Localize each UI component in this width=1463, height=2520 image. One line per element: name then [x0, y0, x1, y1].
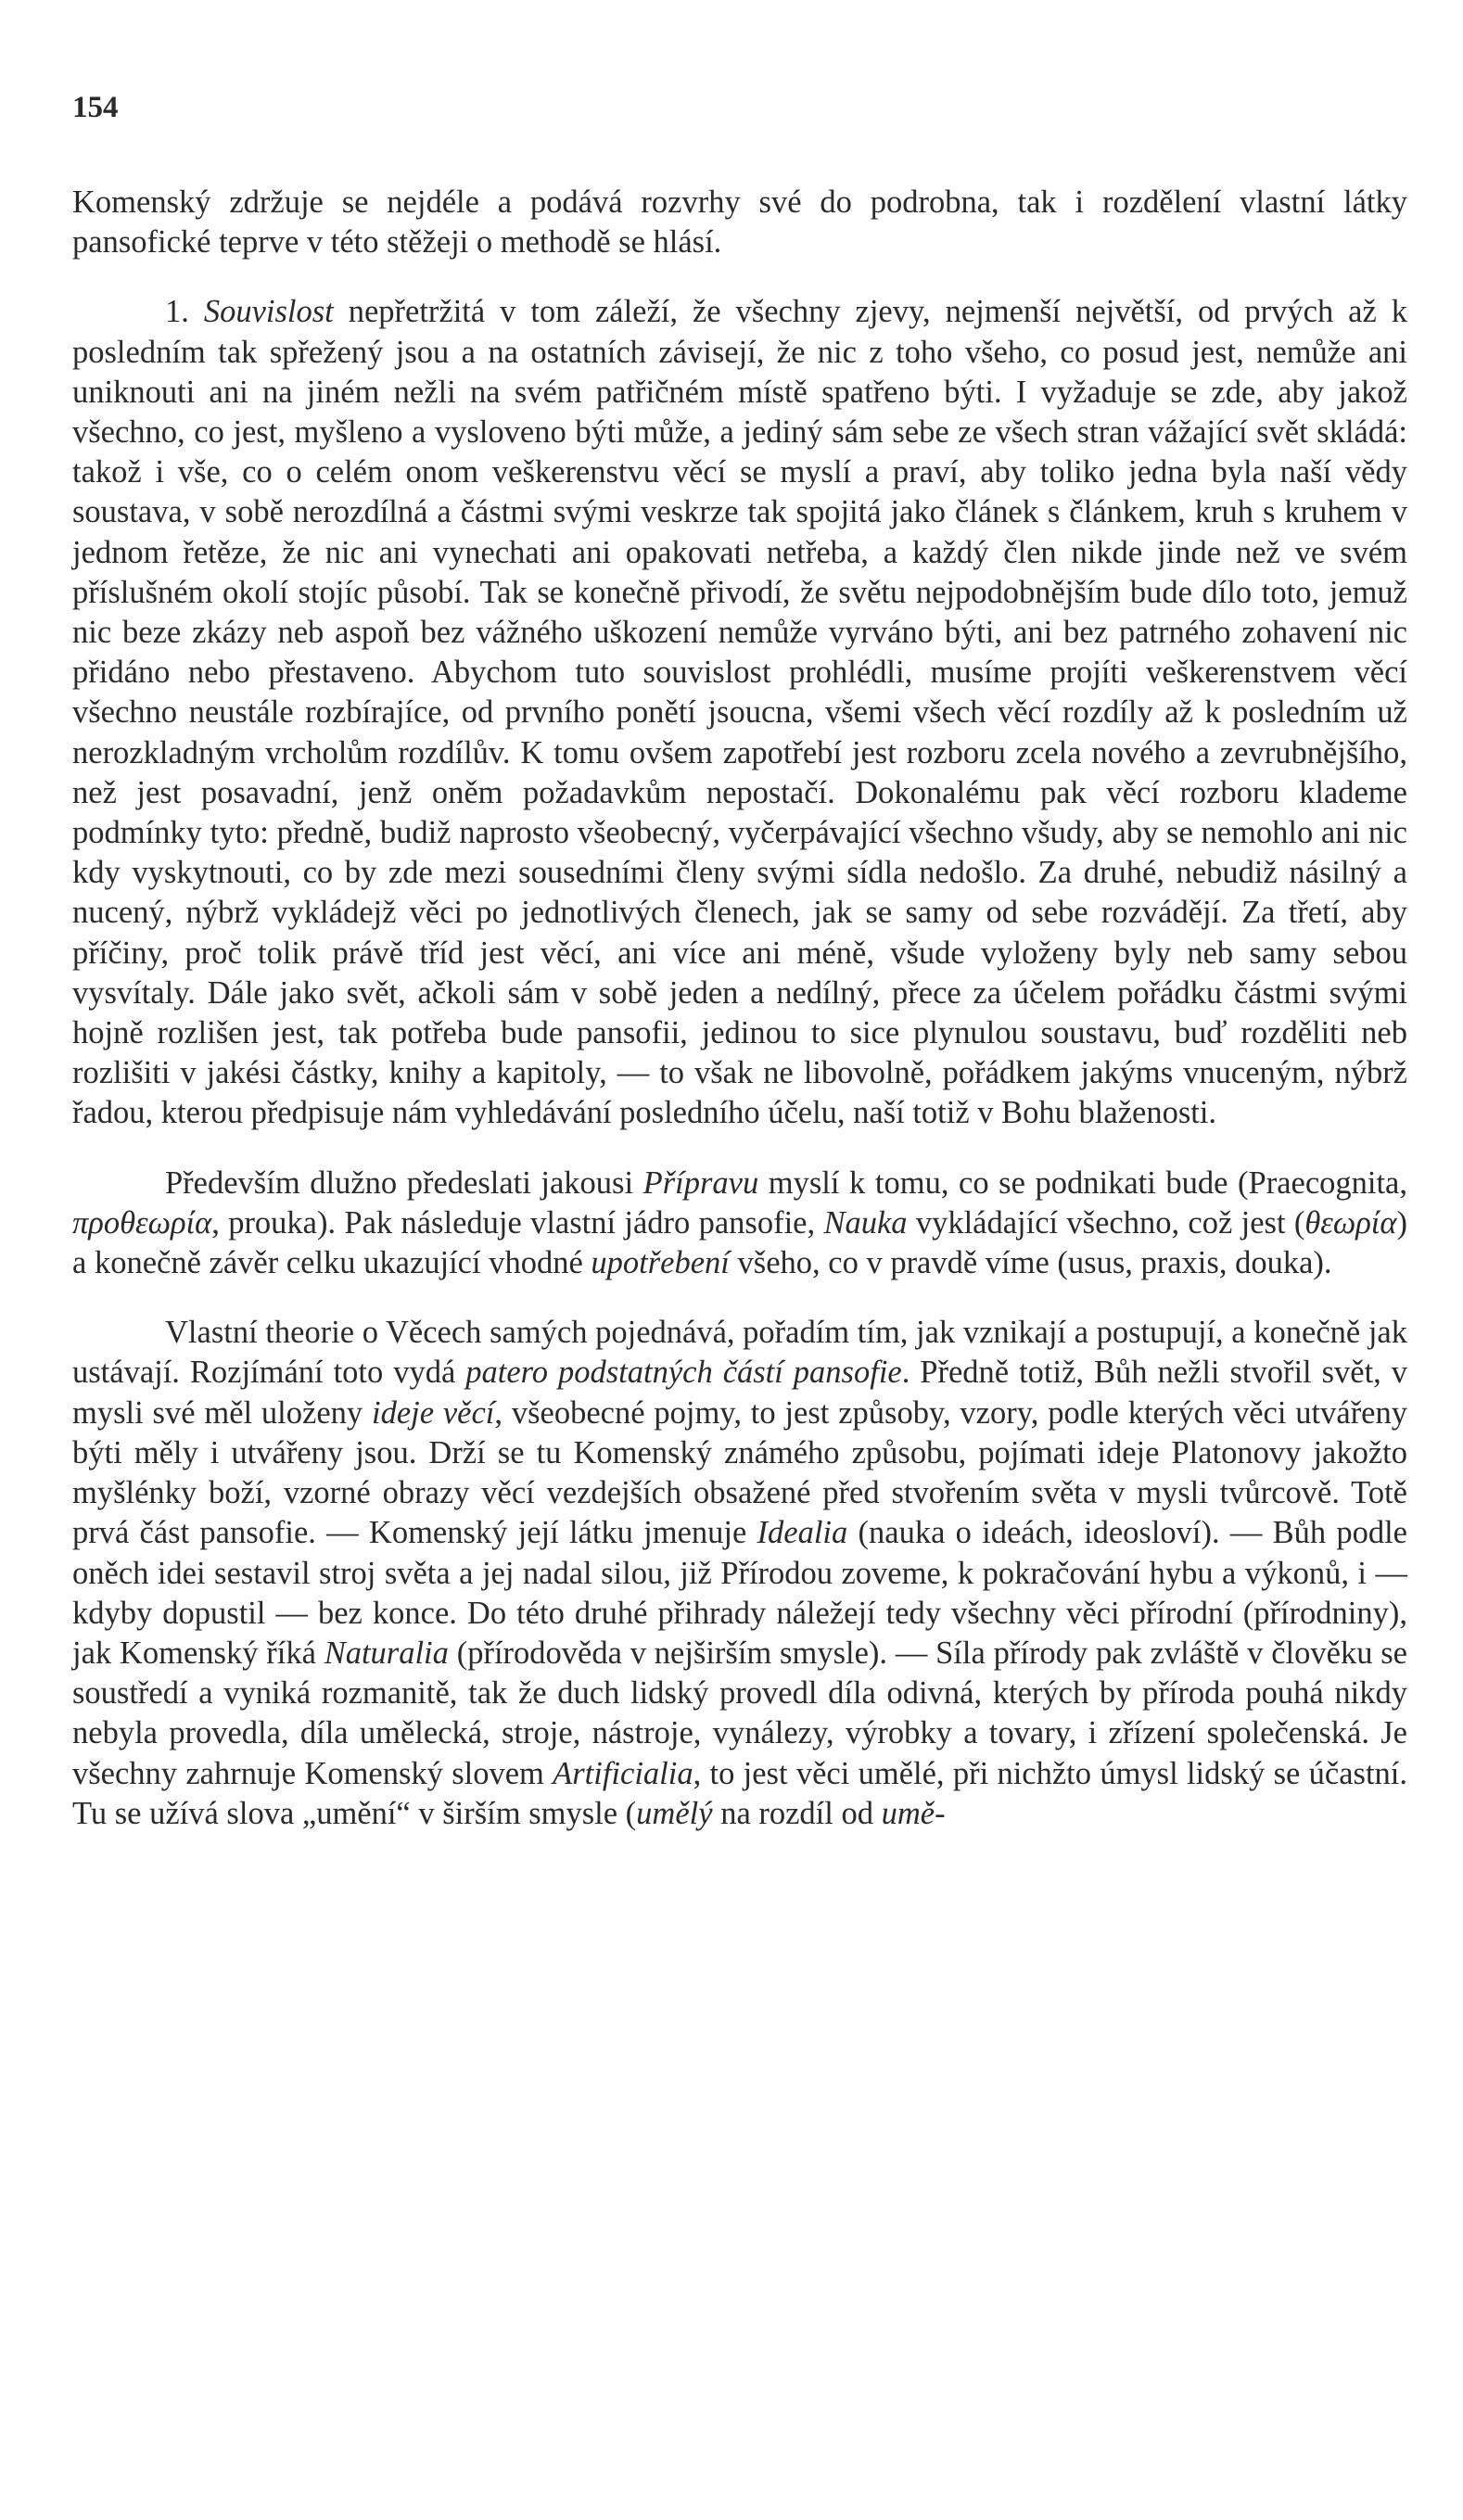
italic-term: Souvislost [203, 294, 334, 330]
text-run: , všeobecné pojmy, to jest způsoby, vzory, podle kterých věci utvářeny býti měly i utvářeny jsou. Drží se tu Komenský známého způsobu, pojímati ideje Platonovy jakožto myšlénky boží, vzorné obrazy věcí vezdejších obsažené před stvořením světa v mysli tvůrcově. Totě prvá část pansofie. — Komenský její látku jmenuje [72, 1394, 1407, 1551]
text-run: (nauka o ideách, ideosloví). — Bůh podle oněch idei sestavil stroj světa a jej nadal silou, již Přírodou zoveme, k pokračování hybu a výkonů, i — kdyby dopustil — bez konce. Do této druhé přihrady náležejí tedy všechny věci přírodní (přírodniny), jak Komenský říká [72, 1515, 1407, 1671]
text-run: nepřetržitá v tom záleží, že všechny zjevy, nejmenší největší, od prvých až k posledním tak spřežený jsou a na ostatních závisejí, že nic z toho všeho, co posud jest, nemůže ani uniknouti ani na jiném nežli na svém patřičném místě spatřeno býti. I vyžaduje se zde, aby jakož všechno, co jest, myšleno a vysloveno býti může, a jediný sám sebe ze všech stran vážající svět skládá: takož i vše, co o celém onom veškerenstvu věcí se myslí a praví, aby toliko jedna byla naší vědy soustava, v sobě nerozdílná a částmi svými veskrze tak spojitá jako článek s článkem, kruh s kruhem v jednom řetěze, že nic ani vynechati ani opakovati netřeba, a každý člen nikde jinde než ve svém příslušném okolí stojíc působí. Tak se konečně přivodí, že světu nejpodobnějším bude dílo toto, jemuž nic beze zkázy neb aspoň bez vážného uškození nemůže vyrváno býti, ani bez patrného zohavení nic přidáno nebo přestaveno. Abychom tuto souvislost prohlédli, musíme projíti veškerenstvem věcí všechno neustále rozbírajíce, od prvního ponětí jsoucna, všemi všech věcí rozdíly až k posledním už nerozkladným vrcholům rozdílův. K tomu ovšem zapotřebí jest rozboru zcela nového a zevrubnějšího, než jest posavadní, jenž oněm požadavkům nepostačí. Dokonalému pak věcí rozboru klademe podmínky tyto: předně, budiž naprosto všeobecný, vyčerpávající všechno všudy, aby se nemohlo ani nic kdy vyskytnouti, co by zde mezi sousedními členy svými sídla nedošlo. Za druhé, nebudiž násilný a nucený, nýbrž vykládejž věci po jednotlivých členech, jak se samy od sebe rozvádějí. Za třetí, aby příčiny, proč tolik právě tříd jest věcí, ani více ani méně, všude vyloženy byly neb samy sebou vysvítaly. Dále jako svět, ačkoli sám v sobě jeden a nedílný, přece za účelem pořádku částmi svými hojně rozlišen jest, tak potřeba bude pansofii, jedinou to sice plynulou soustavu, buď rozděliti neb rozlišiti v jakési částky, knihy a kapitoly, — to však ne libovolně, pořádkem jakýms vnuceným, nýbrž řadou, kterou předpisuje nám vyhledávání posledního účelu, naší totiž v Bohu blaženosti. [72, 294, 1408, 1131]
text-run: . Předně totiž, Bůh nežli stvořil svět, v mysli své měl uloženy [72, 1355, 1407, 1431]
text-run: ) a konečně závěr celku ukazující vhodné [72, 1204, 1407, 1281]
italic-term: umělý [636, 1795, 713, 1831]
italic-term: ideje věcí [371, 1394, 495, 1431]
italic-term: προθεωρία [72, 1204, 212, 1241]
paragraph [72, 1164, 1407, 1284]
italic-term: Nauka [823, 1204, 908, 1241]
paragraph [72, 1313, 1407, 1834]
italic-term: umě- [881, 1795, 946, 1831]
page-number: 154 [72, 91, 119, 124]
italic-term: upotřebení [591, 1245, 730, 1281]
text-run: vykládající všechno, což jest ( [907, 1204, 1305, 1241]
text-run: , to jest věci umělé, při nichžto úmysl lidský se účastní. Tu se užívá slova „umění“ v širším smysle ( [72, 1755, 1407, 1831]
body-text [72, 183, 1407, 1834]
text-run: myslí k tomu, co se podnikati bude (Praecognita, [758, 1165, 1407, 1201]
italic-term: Idealia [757, 1515, 848, 1551]
italic-term: patero podstatných částí pansofie [465, 1355, 902, 1391]
text-run: Vlastní theorie o Věcech samých pojednává, pořadím tím, jak vznikají a postupují, a konečně jak ustávají. Rozjímání toto vydá [72, 1315, 1407, 1391]
paragraph [72, 183, 1407, 262]
text-run: na rozdíl od [712, 1795, 882, 1831]
text-run: Komenský zdržuje se nejdéle a podává rozvrhy své do podrobna, tak i rozdělení vlastní látky pansofické teprve v této stěžeji o methodě se hlásí. [72, 185, 1407, 261]
text-run: 1. [165, 294, 204, 330]
text-run: , prouka). Pak následuje vlastní jádro pansofie, [211, 1204, 824, 1241]
italic-term: Artificialia [553, 1755, 693, 1791]
italic-term: θεωρία [1304, 1204, 1397, 1241]
italic-term: Naturalia [324, 1635, 449, 1671]
text-run: všeho, co v pravdě víme (usus, praxis, douka). [729, 1245, 1332, 1281]
text-run: (přírodověda v nejširším smysle). — Síla přírody pak zvláště v člověku se soustředí a vyniká rozmanitě, tak že duch lidský provedl díla odivná, kterých by příroda pouhá nikdy nebyla provedla, díla umělecká, stroje, nástroje, vynálezy, výrobky a tovary, i zřízení společenská. Je všechny zahrnuje Komenský slovem [72, 1635, 1407, 1791]
italic-term: Přípravu [642, 1165, 759, 1201]
document-page [72, 93, 1407, 1834]
text-run: Především dlužno předeslati jakousi [165, 1165, 643, 1201]
paragraph [72, 292, 1407, 1133]
